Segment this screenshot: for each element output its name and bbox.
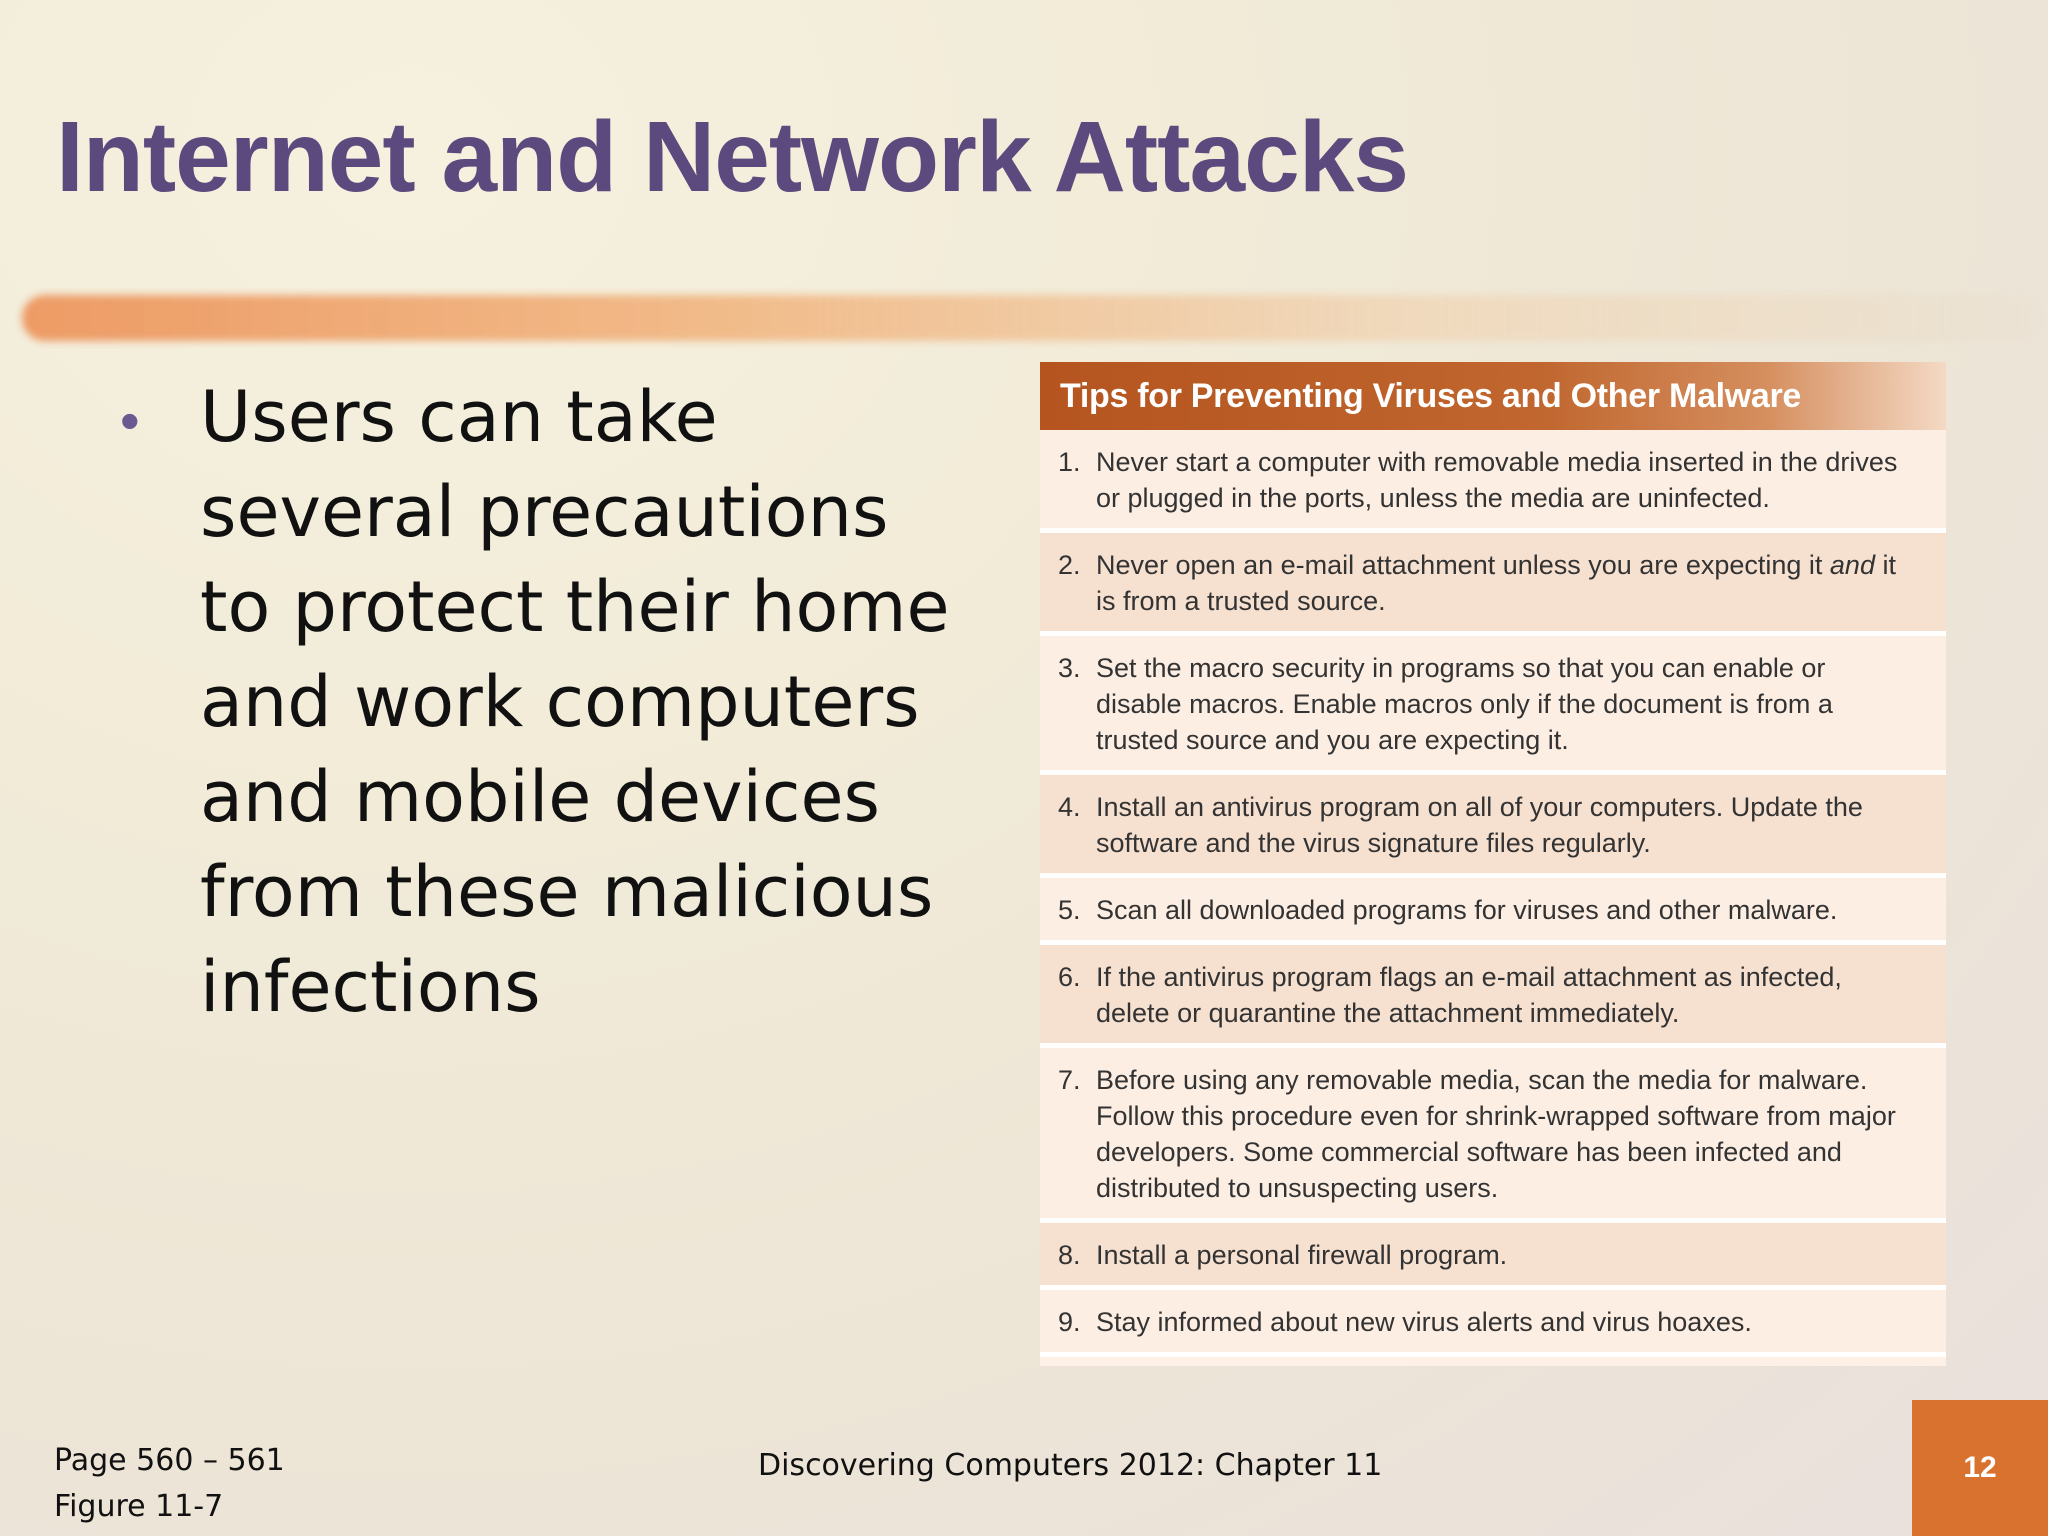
tip-text (1096, 1304, 1906, 1340)
tip-item (1040, 878, 1946, 945)
tip-text-part: Set the macro security in programs so that you can enable or disable macros. Enable macros only if the document is from a trusted source and you are expecting it. (1096, 653, 1833, 755)
tip-text (1096, 789, 1906, 861)
tip-text-part: Never start a computer with removable media inserted in the drives or plugged in the ports, unless the media are uninfected. (1096, 447, 1898, 513)
tip-text (1096, 650, 1906, 758)
decorative-swoosh (22, 295, 2042, 341)
tip-item (1040, 945, 1946, 1048)
slide-number-badge (1912, 1400, 2048, 1536)
page-reference: Page 560 – 561 (54, 1443, 285, 1478)
tip-text-part: Scan all downloaded programs for viruses and other malware. (1096, 895, 1838, 925)
tip-text (1096, 959, 1906, 1031)
tip-text-part: Before using any removable media, scan the media for malware. Follow this procedure even for shrink-wrapped software from major developers. Some commercial software has been infected and distributed to unsuspecting users. (1096, 1065, 1896, 1203)
tip-text-part: it is from a trusted source. (1096, 550, 1896, 616)
tip-number: 4. (1058, 792, 1081, 822)
tip-item (1040, 1048, 1946, 1223)
tip-text-part: Stay informed about new virus alerts and virus hoaxes. (1096, 1307, 1752, 1337)
tip-text (1096, 547, 1906, 619)
tip-text-part: Never open an e-mail attachment unless you are expecting it (1096, 550, 1830, 580)
tip-text (1096, 444, 1906, 516)
bullet-marker: • (120, 389, 140, 452)
tip-number: 6. (1058, 962, 1081, 992)
tip-text (1096, 1062, 1906, 1206)
tip-number: 8. (1058, 1240, 1081, 1270)
tips-figure (1040, 362, 1946, 1366)
tip-text-part: Install a personal firewall program. (1096, 1240, 1508, 1270)
tip-number: 7. (1058, 1065, 1081, 1095)
tip-number: 9. (1058, 1307, 1081, 1337)
footer-title: Discovering Computers 2012: Chapter 11 (758, 1448, 1383, 1483)
tip-item (1040, 636, 1946, 775)
tip-item (1040, 430, 1946, 533)
tip-text (1096, 1237, 1906, 1273)
tip-item (1040, 533, 1946, 636)
tip-number: 3. (1058, 653, 1081, 683)
figure-header: Tips for Preventing Viruses and Other Malware (1040, 362, 1946, 430)
tip-number: 2. (1058, 550, 1081, 580)
figure-reference: Figure 11-7 (54, 1489, 224, 1524)
footer-references (54, 1438, 285, 1530)
tip-number: 5. (1058, 895, 1081, 925)
tip-text (1096, 892, 1906, 928)
slide-title: Internet and Network Attacks (56, 101, 1408, 213)
tip-item (1040, 1223, 1946, 1290)
figure-list (1040, 430, 1946, 1357)
tip-item (1040, 1290, 1946, 1357)
tip-text-part: Install an antivirus program on all of your computers. Update the software and the virus signature files regularly. (1096, 792, 1863, 858)
tip-text-emphasis: and (1829, 550, 1875, 580)
tip-item (1040, 775, 1946, 878)
bullet-text: Users can take several precautions to protect their home and work computers and mobile devices from these malicious infections (200, 376, 950, 1028)
tip-number: 1. (1058, 447, 1081, 477)
tip-text-part: If the antivirus program flags an e-mail attachment as infected, delete or quarantine the attachment immediately. (1096, 962, 1842, 1028)
slide-number: 12 (1963, 1451, 1997, 1484)
